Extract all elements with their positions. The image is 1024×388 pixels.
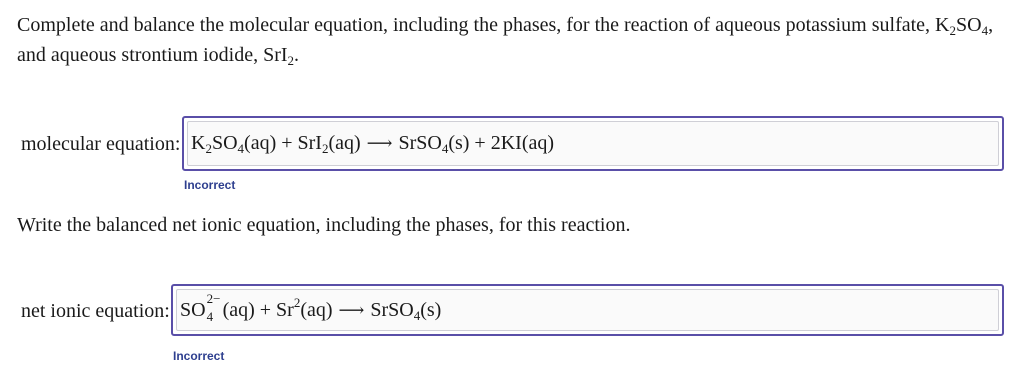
eq-text: (aq) [300,299,333,321]
net-ionic-equation-input[interactable] [171,284,1004,336]
eq-text: K [191,132,206,154]
eq-text: SO [211,132,238,154]
prompt-text: . [294,44,300,66]
reaction-arrow: ⟶ [338,300,365,320]
eq-text: (s) + 2KI(aq) [448,132,555,154]
prompt-text: , [988,14,994,36]
net-ionic-equation-label: net ionic equation: [21,300,170,322]
superscript: 2 [293,295,301,310]
molecular-status-badge: Incorrect [184,178,236,192]
eq-text: (aq) + Sr [222,299,294,321]
eq-text: (s) [420,299,442,321]
subscript: 2 [287,53,295,68]
superscript: 2− [206,291,221,306]
molecular-equation-input[interactable] [182,116,1004,171]
subscript: 2 [205,141,212,156]
net-ionic-equation-value [180,291,442,325]
charge-subscript-stack [206,291,221,324]
molecular-equation-value [191,128,554,158]
prompt-text: and aqueous strontium iodide, SrI [17,44,288,66]
eq-text: SrSO [398,132,442,154]
subscript: 2 [321,141,329,156]
eq-text: (aq) [328,132,361,154]
question-prompt-net-ionic: Write the balanced net ionic equation, including the phases, for this reaction. [17,214,631,236]
subscript: 4 [981,23,989,38]
subscript: 4 [413,308,421,323]
question-prompt-molecular [17,10,993,70]
eq-text: (aq) + SrI [244,132,322,154]
prompt-text: SO [956,14,982,36]
net-ionic-status-badge: Incorrect [173,349,225,363]
eq-text: SrSO [370,299,414,321]
reaction-arrow: ⟶ [366,133,393,153]
subscript: 4 [237,141,245,156]
subscript: 2 [949,23,956,38]
subscript: 4 [206,309,214,324]
prompt-text: Complete and balance the molecular equation, including the phases, for the reaction of aqueous potassium sulfate, K [17,14,950,36]
molecular-equation-label: molecular equation: [21,133,181,155]
subscript: 4 [441,141,449,156]
eq-text: SO [180,299,206,321]
